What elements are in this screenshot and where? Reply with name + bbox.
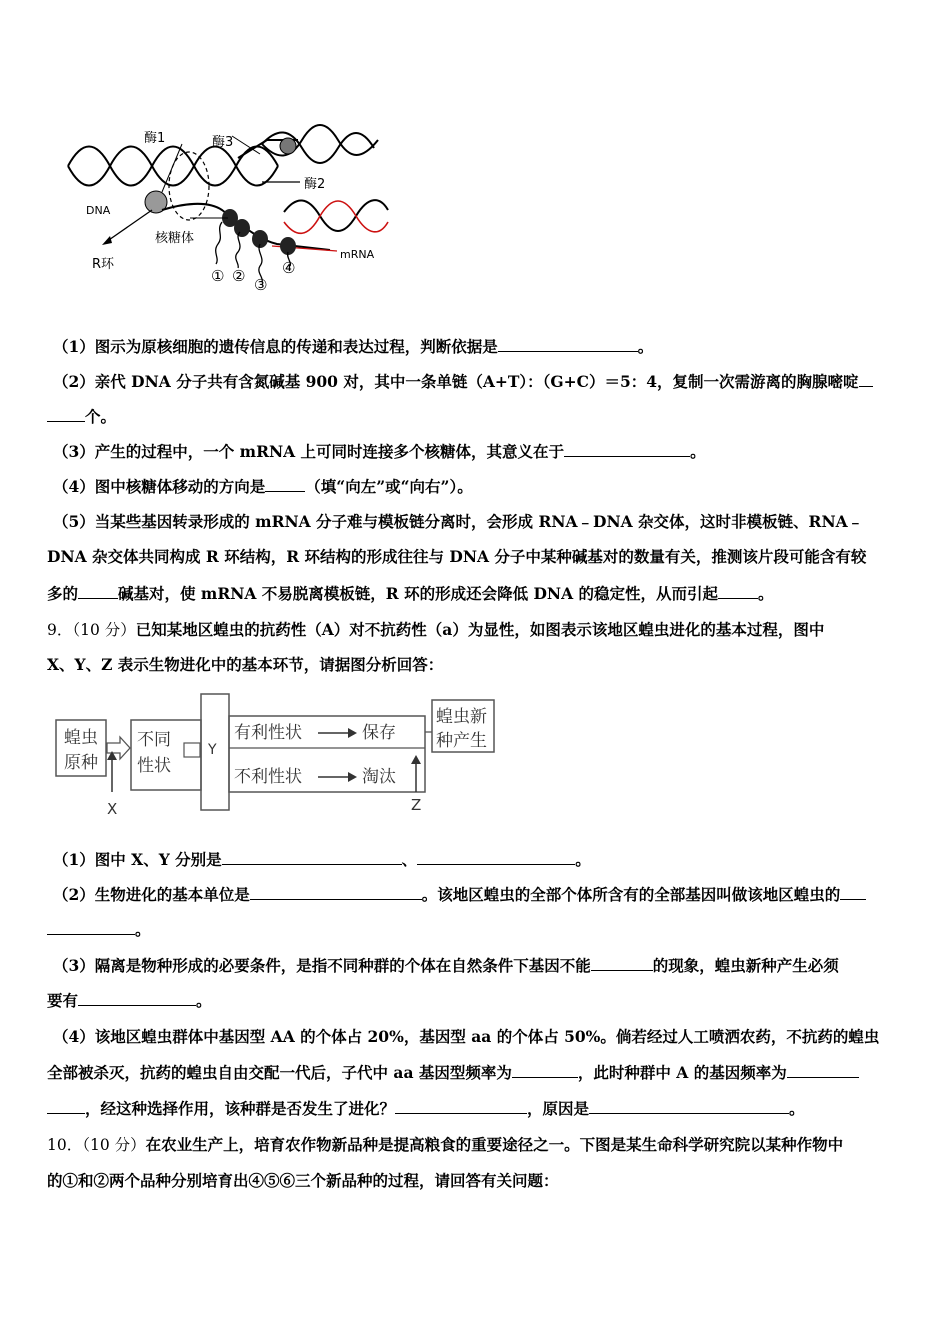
q9-part2: （2）生物进化的基本单位是 。该地区蝗虫的全部个体所含有的全部基因叫做该地区蝗虫的 [53, 885, 913, 905]
label-mrna: mRNA [340, 248, 375, 261]
box-original-line2: 原种 [64, 753, 98, 773]
answer-blank[interactable] [78, 584, 118, 599]
label-dna: DNA [86, 204, 111, 217]
label-enzyme2: 酶2 [304, 177, 326, 192]
answer-blank[interactable] [417, 850, 575, 865]
q9-part3: （3）隔离是物种形成的必要条件，是指不同种群的个体在自然条件下基因不能 的现象，蝗虫新种产生必须 [53, 956, 839, 975]
answer-blank[interactable] [222, 850, 402, 865]
answer-blank[interactable] [265, 477, 305, 492]
answer-blank[interactable] [78, 991, 196, 1006]
label-c4: ④ [282, 259, 296, 277]
q8-part3: （3）产生的过程中，一个 mRNA 上可同时连接多个核糖体，其意义在于 。 [53, 442, 706, 461]
label-enzyme3: 酶3 [212, 135, 234, 150]
answer-blank[interactable] [47, 1099, 85, 1114]
label-c3: ③ [254, 276, 268, 294]
box-diff-line1: 不同 [137, 730, 171, 750]
answer-blank[interactable] [718, 584, 758, 599]
label-rloop: R环 [92, 257, 115, 272]
answer-blank[interactable] [591, 956, 653, 971]
q8-part5: （5）当某些基因转录形成的 mRNA 分子难与模板链分离时，会形成 RNA﹣DNA 杂交体，这时非模板链、RNA﹣ [53, 512, 864, 531]
answer-blank[interactable] [47, 920, 135, 935]
gene-expression-diagram [62, 118, 392, 303]
locust-evolution-diagram [52, 690, 502, 820]
label-unfavorable: 不利性状 [234, 767, 302, 787]
label-preserve: 保存 [362, 723, 396, 743]
answer-blank[interactable] [589, 1099, 789, 1114]
q9-part1: （1）图中 X、Y 分别是 、 。 [53, 850, 591, 869]
q8-part5-end: 多的 碱基对，使 mRNA 不易脱离模板链，R 环的形成还会降低 DNA 的稳定性，从而引起 。 [47, 584, 774, 603]
label-eliminate: 淘汰 [362, 767, 396, 787]
label-x: X [107, 800, 118, 818]
q9-part4-cont: 全部被杀灭，抗药的蝗虫自由交配一代后，子代中 aa 基因型频率为 ，此时种群中 A 的基因频率为 [47, 1063, 907, 1083]
answer-blank[interactable] [498, 337, 638, 352]
answer-blank[interactable] [395, 1099, 527, 1114]
q8-part4: （4）图中核糖体移动的方向是 （填“向左”或“向右”）。 [53, 477, 473, 496]
label-c2: ② [232, 267, 246, 285]
q8-part5-cont: DNA 杂交体共同构成 R 环结构，R 环结构的形成往往与 DNA 分子中某种碱基对的数量有关，推测该片段可能含有较 [47, 547, 867, 566]
q10-stem: 10．（10 分）在农业生产上，培育农作物新品种是提高粮食的重要途径之一。下图是某生命科学研究院以某种作物中 [47, 1135, 844, 1154]
q10-stem-cont: 的①和②两个品种分别培育出④⑤⑥三个新品种的过程，请回答有关问题： [47, 1171, 559, 1190]
q9-part4: （4）该地区蝗虫群体中基因型 AA 的个体占 20%，基因型 aa 的个体占 50%。倘若经过人工喷洒农药，不抗药的蝗虫 [53, 1027, 880, 1046]
q8-part1: （1）图示为原核细胞的遗传信息的传递和表达过程，判断依据是 。 [53, 337, 654, 356]
label-y: Y [208, 742, 217, 758]
q9-part4-end: ，经这种选择作用，该种群是否发生了进化？ ，原因是 。 [47, 1099, 907, 1119]
answer-blank[interactable] [47, 407, 85, 422]
answer-blank[interactable] [859, 372, 873, 387]
answer-blank[interactable] [250, 885, 422, 900]
q9-stem-cont: X、Y、Z 表示生物进化中的基本环节，请据图分析回答： [47, 655, 444, 674]
label-c1: ① [211, 267, 225, 285]
box-new-line2: 种产生 [436, 731, 487, 751]
q9-stem: 9．（10 分）已知某地区蝗虫的抗药性（A）对不抗药性（a）为显性，如图表示该地区蝗虫进化的基本过程，图中 [47, 620, 825, 639]
box-new-line1: 蝗虫新 [436, 707, 487, 727]
label-ribosome: 核糖体 [155, 231, 195, 246]
answer-blank[interactable] [787, 1063, 859, 1078]
label-enzyme1: 酶1 [144, 131, 166, 146]
box-diff-line2: 性状 [137, 756, 171, 776]
label-z: Z [411, 796, 422, 814]
q9-part2-cont: 。 [47, 920, 907, 940]
box-original-line1: 蝗虫 [64, 728, 98, 748]
q9-part3-cont: 要有 。 [47, 991, 212, 1010]
answer-blank[interactable] [840, 885, 866, 900]
q8-part2-cont: 个。 [47, 407, 907, 427]
q8-part2: （2）亲代 DNA 分子共有含氮碱基 900 对，其中一条单链（A+T）：（G+C）＝5：4，复制一次需游离的胸腺嘧啶 [53, 372, 913, 392]
answer-blank[interactable] [512, 1063, 578, 1078]
answer-blank[interactable] [564, 442, 690, 457]
label-favorable: 有利性状 [234, 723, 302, 743]
